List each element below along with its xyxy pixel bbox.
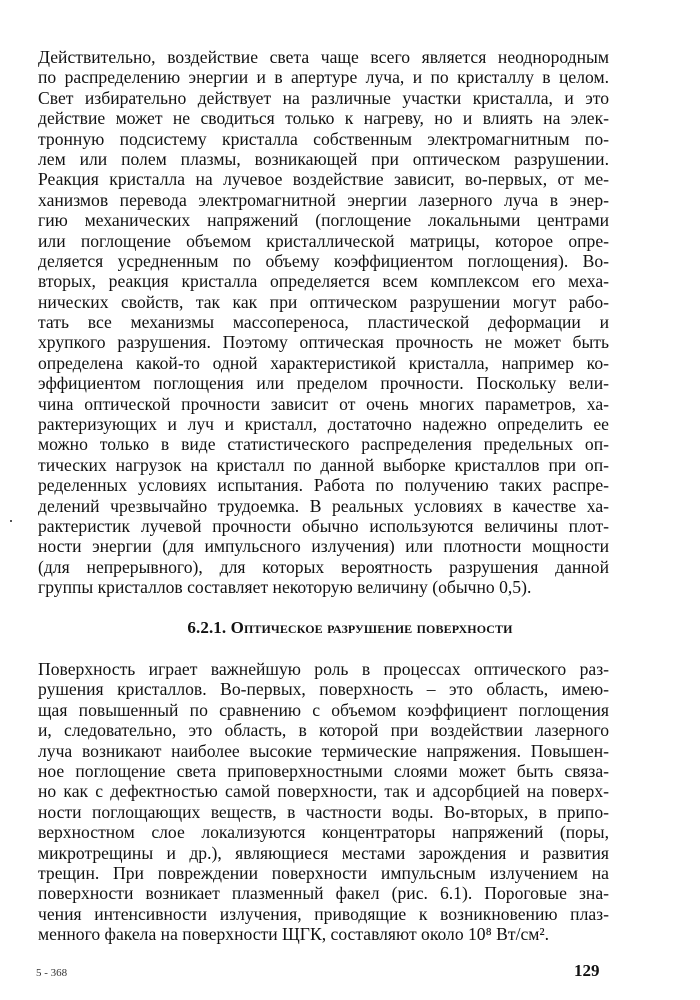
text-line: менного факела на поверхности ЩГК, составляют около 10⁸ Вт/см². [38, 924, 550, 945]
text-line: Свет избирательно действует на различные участки кристалла, и это [38, 87, 609, 108]
text-line: ханизмов перевода электромагнитной энергии лазерного луча в энер- [38, 189, 609, 210]
text-line: вторых, реакция кристалла определяется всем комплексом его меха- [38, 271, 609, 292]
text-line: луча возникают наиболее высокие термические напряжения. Повышен- [38, 740, 609, 761]
section-title: Оптическое разрушение поверхности [230, 618, 513, 637]
text-line: Действительно, воздействие света чаще всего является неоднородным [38, 47, 609, 67]
margin-dot [10, 520, 12, 522]
text-line: хрупкого разрушения. Поэтому оптическая прочность не может быть [38, 332, 609, 353]
text-line: тать все механизмы массопереноса, пластической деформации и [38, 312, 609, 333]
text-line: ное поглощение света приповерхностными слоями может быть связа- [38, 760, 609, 781]
text-line: поверхности возникает плазменный факел (рис. 6.1). Пороговые зна- [38, 883, 609, 904]
text-line: но как с дефектностью самой поверхности, так и адсорбцией на поверх- [38, 781, 609, 802]
section-number: 6.2.1. [187, 618, 227, 637]
text-line: определена какой-то одной характеристикой кристалла, например ко- [38, 352, 609, 373]
text-line: лем или полем плазмы, возникающей при оптическом разрушении. [38, 148, 609, 169]
text-line: можно только в виде статистического распределения предельных оп- [38, 434, 609, 455]
text-line: по распределению энергии и в апертуре луча, и по кристаллу в целом. [38, 67, 609, 88]
text-line: деляется усредненным по объему коэффициентом поглощения). Во- [38, 250, 609, 271]
text-line: Реакция кристалла на лучевое воздействие зависит, во-первых, от ме- [38, 169, 609, 190]
text-line: Поверхность играет важнейшую роль в процессах оптического раз- [38, 659, 609, 679]
page-number: 129 [574, 961, 600, 980]
text-line: нических свойств, так как при оптическом разрушении могут рабо- [38, 291, 609, 312]
text-line: верхностном слое локализуются концентраторы напряжений (поры, [38, 822, 609, 843]
text-line: рактеризующих и луч и кристалл, достаточно надежно определить ее [38, 414, 609, 435]
printer-signature: 5 - 368 [36, 967, 68, 979]
text-line: рактеристик лучевой прочности обычно используются величины плот- [38, 515, 609, 536]
text-line: и, следовательно, это область, в которой при воздействии лазерного [38, 720, 609, 741]
text-line: ности поглощающих веществ, в частности воды. Во-вторых, в припо- [38, 801, 609, 822]
paragraph-surface-damage [38, 659, 609, 944]
text-line: или поглощение объемом кристаллической матрицы, которое опре- [38, 230, 609, 251]
text-line: микротрещины и др.), являющиеся местами зарождения и развития [38, 842, 609, 863]
text-line: ности энергии (для импульсного излучения) или плотности мощности [38, 536, 609, 557]
text-line: тронную подсистему кристалла собственным электромагнитным по- [38, 128, 609, 149]
section-heading [0, 617, 700, 639]
text-line: тических нагрузок на кристалл по данной выборке кристаллов при оп- [38, 454, 609, 475]
text-line: действие может не сводиться только к нагреву, но и влиять на элек- [38, 108, 609, 129]
text-line: группы кристаллов составляет некоторую величину (обычно 0,5). [38, 577, 532, 598]
text-line: (для непрерывного), для которых вероятность разрушения данной [38, 556, 609, 577]
text-line: ределенных условиях испытания. Работа по получению таких распре- [38, 475, 609, 496]
text-line: щая повышенный по сравнению с объемом коэффициент поглощения [38, 699, 609, 720]
text-line: трещин. При повреждении поверхности импульсным излучением на [38, 862, 609, 883]
text-line: делений чрезвычайно трудоемка. В реальных условиях в качестве ха- [38, 495, 609, 516]
text-line: эффициентом поглощения или пределом прочности. Поскольку вели- [38, 373, 609, 394]
text-line: гию механических напряжений (поглощение локальными центрами [38, 210, 609, 231]
text-line: чина оптической прочности зависит от очень многих параметров, ха- [38, 393, 609, 414]
paragraph-optical-strength [38, 47, 609, 598]
text-line: рушения кристаллов. Во-первых, поверхность – это область, имею- [38, 679, 609, 700]
text-line: чения интенсивности излучения, приводящие к возникновению плаз- [38, 903, 609, 924]
